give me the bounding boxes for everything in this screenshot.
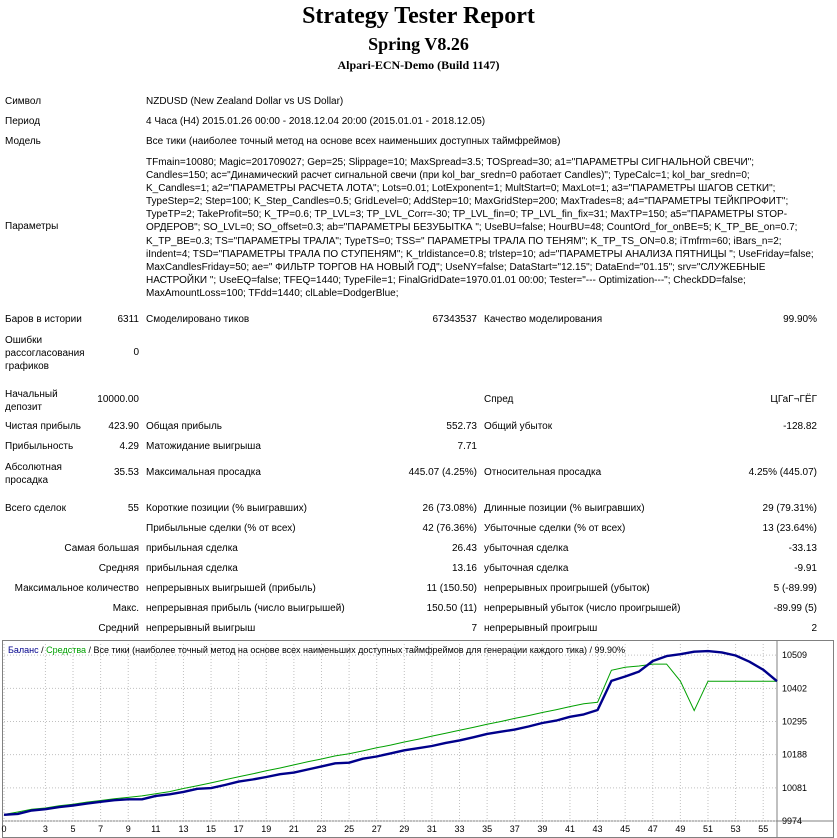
legend-quality: 99.90% <box>594 645 626 655</box>
x-tick-label: 45 <box>620 824 631 834</box>
netprofit-value: 423.90 <box>108 421 139 432</box>
model-value: Все тики (наиболее точный метод на основе всех наименьших доступных таймфреймов) <box>146 136 561 147</box>
maxcount-label: Максимальное количество <box>14 583 139 594</box>
maxcount-loss-value: 5 (-89.99) <box>773 583 817 594</box>
x-tick-label: 47 <box>647 824 658 834</box>
pf-value: 4.29 <box>119 441 139 452</box>
model-label: Модель <box>5 136 41 147</box>
avgcons-win-label: непрерывный выигрыш <box>146 623 256 634</box>
average-loss-label: убыточная сделка <box>484 563 569 574</box>
short-value: 26 (73.08%) <box>422 503 477 514</box>
x-tick-label: 51 <box>702 824 713 834</box>
maxdd-label: Максимальная просадка <box>146 467 261 478</box>
average-loss-value: -9.91 <box>794 563 817 574</box>
quality-label: Качество моделирования <box>484 314 603 325</box>
largest-loss-label: убыточная сделка <box>484 543 569 554</box>
spread-value: ЦГаГ¬ГЁГ <box>770 394 817 405</box>
largest-loss-value: -33.13 <box>788 543 817 554</box>
grossloss-value: -128.82 <box>783 421 817 432</box>
trades-label: Всего сделок <box>5 503 66 514</box>
x-tick-label: 9 <box>125 824 131 834</box>
y-tick-label: 10402 <box>782 683 808 694</box>
pf-label: Прибыльность <box>5 441 74 452</box>
max-win-value: 150.50 (11) <box>426 603 477 614</box>
short-label: Короткие позиции (% выигравших) <box>146 503 307 514</box>
payoff-value: 7.71 <box>457 441 477 452</box>
avgcons-loss-label: непрерывный проигрыш <box>484 623 598 634</box>
y-tick-label: 10509 <box>782 650 808 661</box>
long-label: Длинные позиции (% выигравших) <box>484 503 645 514</box>
x-tick-label: 31 <box>426 824 437 834</box>
x-tick-label: 43 <box>592 824 603 834</box>
loss-trades-label: Убыточные сделки (% от всех) <box>484 523 626 534</box>
chart-legend: Баланс / Средства / Все тики (наиболее точный метод на основе всех наименьших доступных таймфреймов для генерации каждого тика) / 99.90% <box>8 645 626 655</box>
y-tick-label: 9974 <box>782 816 803 826</box>
errors-value: 0 <box>133 347 139 358</box>
maxcount-win-value: 11 (150.50) <box>426 583 477 594</box>
balance-chart <box>2 640 834 838</box>
long-value: 29 (79.31%) <box>762 503 817 514</box>
x-tick-label: 29 <box>399 824 410 834</box>
errors-label: Ошибки рассогласования графиков <box>5 335 85 372</box>
x-tick-label: 11 <box>151 824 161 834</box>
x-tick-label: 41 <box>564 824 575 834</box>
spread-label: Спред <box>484 394 514 405</box>
payoff-label: Матожидание выигрыша <box>146 441 261 452</box>
legend-desc: Все тики (наиболее точный метод на основе всех наименьших доступных таймфреймов для генерации каждого тика) <box>93 645 587 655</box>
y-tick-label: 10188 <box>782 749 808 760</box>
x-tick-label: 15 <box>206 824 217 834</box>
deposit-label: Начальный депозит <box>5 389 58 413</box>
largest-label: Самая большая <box>64 543 139 554</box>
bars-value: 6311 <box>117 314 139 325</box>
ticks-value: 67343537 <box>432 314 477 325</box>
x-tick-label: 21 <box>288 824 299 834</box>
legend-equity: Средства <box>46 645 87 655</box>
params-label: Параметры <box>5 221 59 232</box>
x-tick-label: 39 <box>537 824 548 834</box>
x-tick-label: 55 <box>758 824 769 834</box>
period-label: Период <box>5 116 41 127</box>
grossprofit-label: Общая прибыль <box>146 421 223 432</box>
average-profit-label: прибыльная сделка <box>146 563 238 574</box>
x-tick-label: 25 <box>344 824 355 834</box>
x-tick-label: 0 <box>1 824 7 834</box>
average-label: Средняя <box>98 563 139 574</box>
avgcons-win-value: 7 <box>471 623 477 634</box>
x-tick-label: 3 <box>42 824 48 834</box>
x-tick-label: 23 <box>316 824 327 834</box>
max-loss-value: -89.99 (5) <box>773 603 817 614</box>
y-tick-label: 10295 <box>782 716 808 727</box>
x-tick-label: 33 <box>454 824 465 834</box>
symbol-label: Символ <box>5 96 42 107</box>
x-tick-label: 19 <box>261 824 272 834</box>
x-tick-label: 27 <box>371 824 382 834</box>
x-tick-label: 7 <box>98 824 104 834</box>
params-value: TFmain=10080; Magic=201709027; Gep=25; Slippage=10; MaxSpread=3.5; TOSpread=30; a1="ПАРАМЕТРЫ СИГНАЛЬНОЙ СВЕЧИ"; Candles=150; ac="Динамический расчет сигнальной свечи (при kol_bar_sredn=0 работает Candles)"; TypeCalc=1; kol_bar_sredn=0; K_Candles=1; a2="ПАРАМЕТРЫ РАСЧЕТА ЛОТА"; Lots=0.01; LotExponent=1; MultStart=0; MaxLot=1; a3="ПАРАМЕТРЫ ШАГОВ СЕТКИ"; TypeStep=2; Step=100; K_Step_Candles=0.5; GridLevel=0; AddStep=10; MaxGridStep=200; MaxTrades=8; a4="ПАРАМЕТРЫ ТЕЙКПРОФИТ"; TypeTP=2; TakeProfit=50; K_TP=0.6; TP_LVL=3; TP_LVL_Corr=-30; TP_LVL_fin=0; TP_LVL_fin_fix=31; MaxTP=150; a5="ПАРАМЕТРЫ STOP-ОРДЕРОВ"; SO_LVL=0; SO_offset=0.3; ab="ПАРАМЕТРЫ БЕЗУБЫТКА "; UseBU=false; HourBU=48; CountOrd_for_onBE=5; K_TP_BE_on=0.7; K_TP_BE=0.3; TS="ПАРАМЕТРЫ ТРАЛА"; TypeTS=0; TSS=" ПАРАМЕТРЫ ТРАЛА ПО ТЕНЯМ"; K_TP_TS_ON=0.8; iTmfrm=60; iBars_n=2; iIndent=4; TSD="ПАРАМЕТРЫ ТРАЛА ПО СТУПЕНЯМ"; K_trldistance=0.8; trlstep=10; ad="ПАРАМЕТРЫ АНАЛИЗА ПЯТНИЦЫ "; UseFriday=false; MaxCandlesFriday=50; ae=" ФИЛЬТР ТОРГОВ НА НОВЫЙ ГОД"; UseNY=false; DataStart="12.15"; DataEnd="01.15"; srv="СЛУЖЕБНЫЕ НАСТРОЙКИ "; UseEQ=false; TFEQ=1440; TypeFile=1; FinalGridDate=1970.01.01 00:00; Tester="--- Optimization---"; CheckDD=false; MaxAmountLoss=100; TFdd=1440; clLable=DodgerBlue; <box>146 157 814 299</box>
y-tick-label: 10081 <box>782 782 808 793</box>
grossloss-label: Общий убыток <box>484 421 553 432</box>
x-tick-label: 17 <box>233 824 244 834</box>
x-tick-label: 5 <box>70 824 76 834</box>
profit-trades-value: 42 (76.36%) <box>422 523 477 534</box>
symbol-value: NZDUSD (New Zealand Dollar vs US Dollar) <box>146 96 344 107</box>
x-tick-label: 37 <box>509 824 520 834</box>
avgcons-label: Средний <box>98 623 139 634</box>
profit-trades-label: Прибыльные сделки (% от всех) <box>146 523 296 534</box>
x-tick-label: 49 <box>675 824 686 834</box>
loss-trades-value: 13 (23.64%) <box>762 523 817 534</box>
server-name: Alpari-ECN-Demo (Build 1147) <box>337 58 500 72</box>
x-tick-label: 13 <box>178 824 189 834</box>
trades-value: 55 <box>127 503 139 514</box>
max-loss-label: непрерывный убыток (число проигрышей) <box>484 603 681 614</box>
maxdd-value: 445.07 (4.25%) <box>408 467 477 478</box>
ticks-label: Смоделировано тиков <box>146 314 250 325</box>
reldd-value: 4.25% (445.07) <box>748 467 817 478</box>
period-value: 4 Часа (H4) 2015.01.26 00:00 - 2018.12.04 20:00 (2015.01.01 - 2018.12.05) <box>146 116 486 127</box>
largest-profit-value: 26.43 <box>451 543 477 554</box>
deposit-value: 10000.00 <box>97 394 139 405</box>
x-tick-label: 35 <box>482 824 493 834</box>
bars-label: Баров в истории <box>5 314 82 325</box>
max-win-label: непрерывная прибыль (число выигрышей) <box>146 603 345 614</box>
largest-profit-label: прибыльная сделка <box>146 543 238 554</box>
quality-value: 99.90% <box>783 314 817 325</box>
grossprofit-value: 552.73 <box>446 421 477 432</box>
absdd-label: Абсолютная просадка <box>5 462 62 486</box>
netprofit-label: Чистая прибыль <box>5 421 81 432</box>
avgcons-loss-value: 2 <box>811 623 817 634</box>
report-title: Strategy Tester Report <box>302 3 535 29</box>
strategy-name: Spring V8.26 <box>368 34 469 54</box>
maxcount-loss-label: непрерывных проигрышей (убыток) <box>484 583 650 594</box>
average-profit-value: 13.16 <box>451 563 477 574</box>
x-tick-label: 53 <box>730 824 741 834</box>
legend-balance: Баланс <box>8 645 39 655</box>
reldd-label: Относительная просадка <box>484 467 602 478</box>
max-label: Макс. <box>112 603 139 614</box>
absdd-value: 35.53 <box>113 467 139 478</box>
maxcount-win-label: непрерывных выигрышей (прибыль) <box>146 583 316 594</box>
